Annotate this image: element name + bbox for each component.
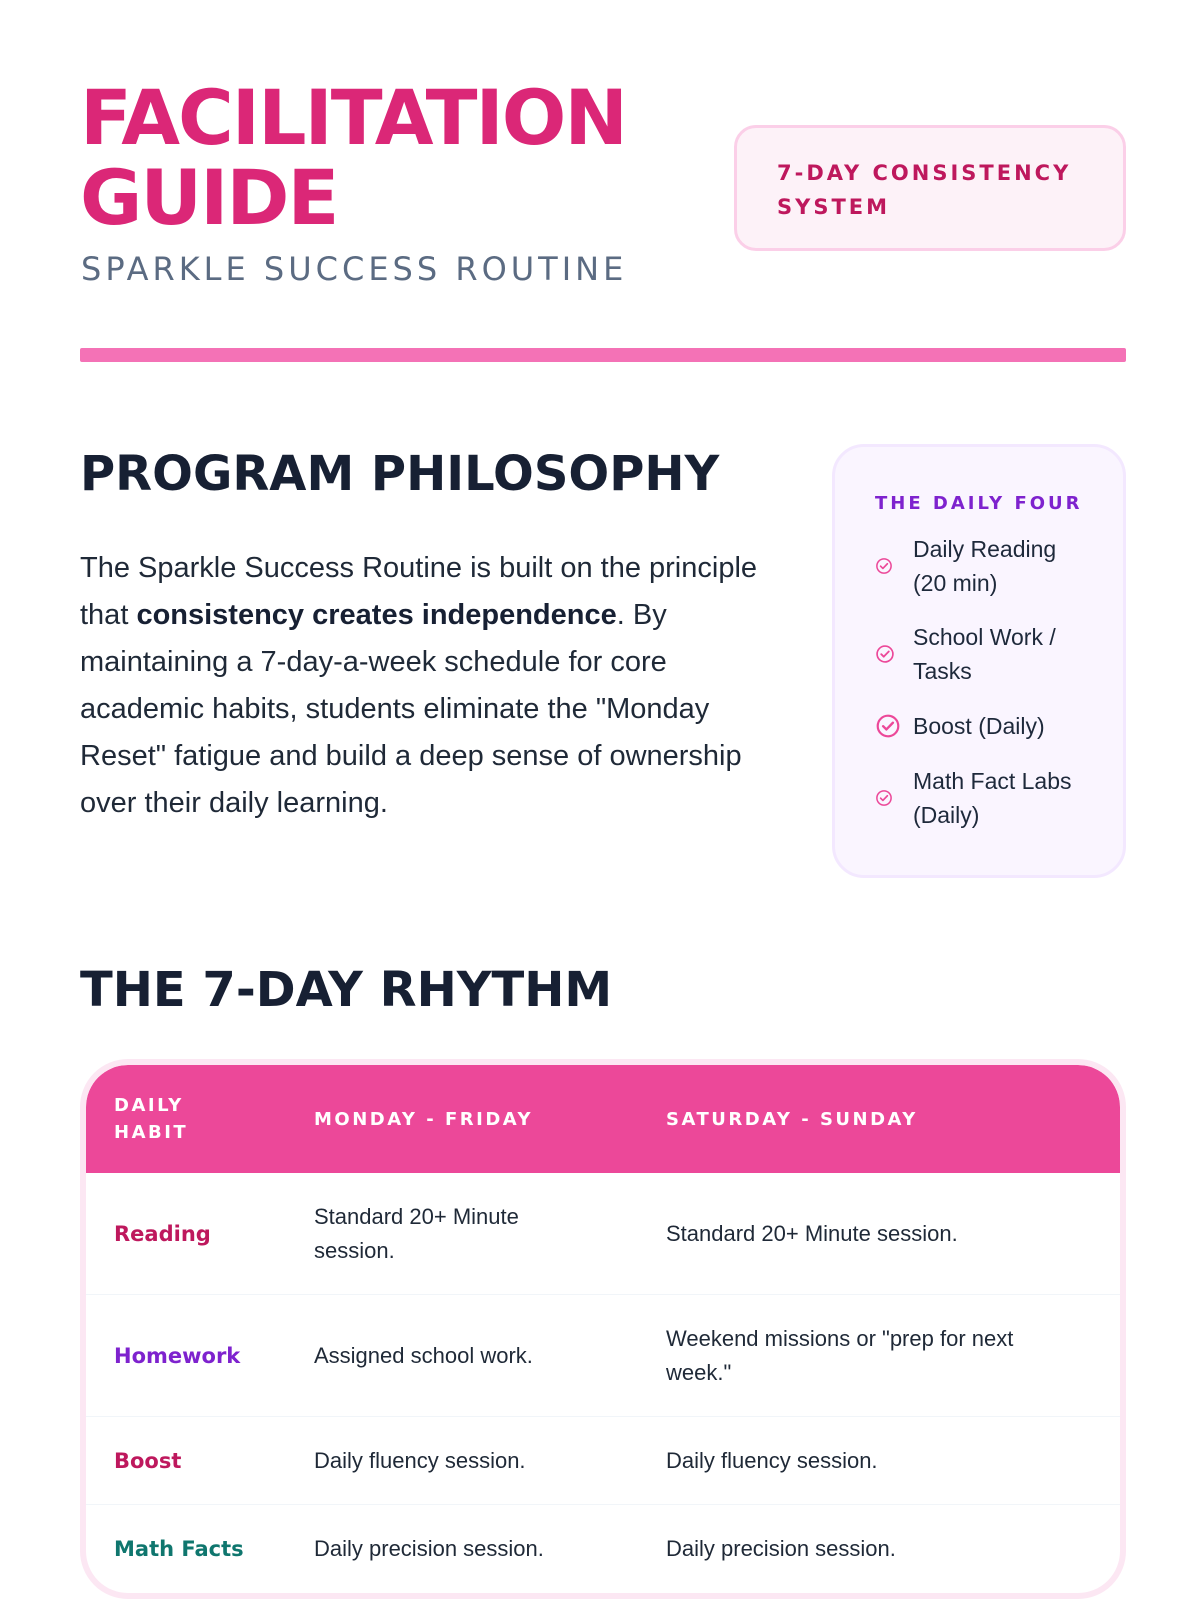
badge-line-1: 7-DAY CONSISTENCY	[777, 161, 1072, 185]
philosophy-emphasis: consistency creates independence	[136, 599, 617, 631]
habit-cell: Homework	[114, 1343, 241, 1368]
philosophy-text-1: The Sparkle Success Routine is built on the principle that	[80, 552, 758, 631]
header-divider	[80, 348, 1126, 362]
table-row	[86, 1295, 1120, 1417]
weekend-cell: Daily precision session.	[666, 1536, 896, 1561]
title-line-2: GUIDE	[80, 153, 338, 242]
column-header-habit: DAILY HABIT	[114, 1095, 189, 1143]
daily-four-item-label: Math Fact Labs (Daily)	[913, 768, 1072, 828]
daily-four-item	[875, 530, 1091, 602]
daily-four-item	[875, 762, 1091, 834]
table-row	[86, 1505, 1120, 1593]
check-circle-icon	[875, 552, 909, 580]
weekday-cell: Daily fluency session.	[314, 1447, 526, 1473]
badge-text	[777, 156, 1083, 224]
check-circle-icon	[875, 712, 909, 740]
table-header	[86, 1065, 1120, 1173]
table-row	[86, 1173, 1120, 1295]
column-header-weekday: MONDAY - FRIDAY	[314, 1108, 534, 1130]
philosophy-body	[80, 545, 760, 827]
consistency-badge	[734, 125, 1126, 251]
weekend-cell: Standard 20+ Minute session.	[666, 1220, 958, 1246]
philosophy-text-2: . By maintaining a 7-day-a-week schedule for core academic habits, students eliminate the "Monday Reset" fatigue and build a deep sense of ownership over their daily learning.	[80, 599, 742, 819]
daily-four-card	[832, 444, 1126, 878]
daily-four-item	[875, 706, 1091, 746]
habit-cell: Math Facts	[114, 1537, 244, 1561]
weekend-cell: Weekend missions or "prep for next week."	[666, 1325, 1014, 1385]
title-line-1: FACILITATION	[80, 73, 626, 162]
check-circle-icon	[875, 784, 909, 812]
weekend-cell: Daily fluency session.	[666, 1447, 878, 1473]
column-header-weekend: SATURDAY - SUNDAY	[666, 1108, 918, 1130]
rhythm-table	[80, 1059, 1126, 1599]
weekday-cell: Assigned school work.	[314, 1342, 533, 1368]
table-row	[86, 1417, 1120, 1505]
daily-four-item-label: Boost (Daily)	[913, 713, 1045, 739]
habit-cell: Boost	[114, 1448, 182, 1473]
badge-line-2: SYSTEM	[777, 195, 891, 219]
page-subtitle: SPARKLE SUCCESS ROUTINE	[81, 250, 628, 288]
daily-four-title: THE DAILY FOUR	[875, 493, 1083, 514]
habit-cell: Reading	[114, 1221, 211, 1246]
rhythm-heading: THE 7-DAY RHYTHM	[80, 962, 613, 1018]
page-title	[80, 73, 626, 242]
weekday-cell: Standard 20+ Minute session.	[314, 1203, 519, 1263]
daily-four-item-label: Daily Reading (20 min)	[913, 536, 1057, 596]
daily-four-item-label: School Work / Tasks	[913, 624, 1056, 684]
philosophy-heading: PROGRAM PHILOSOPHY	[80, 446, 720, 502]
daily-four-item	[875, 618, 1091, 690]
check-circle-icon	[875, 640, 909, 668]
weekday-cell: Daily precision session.	[314, 1536, 544, 1561]
